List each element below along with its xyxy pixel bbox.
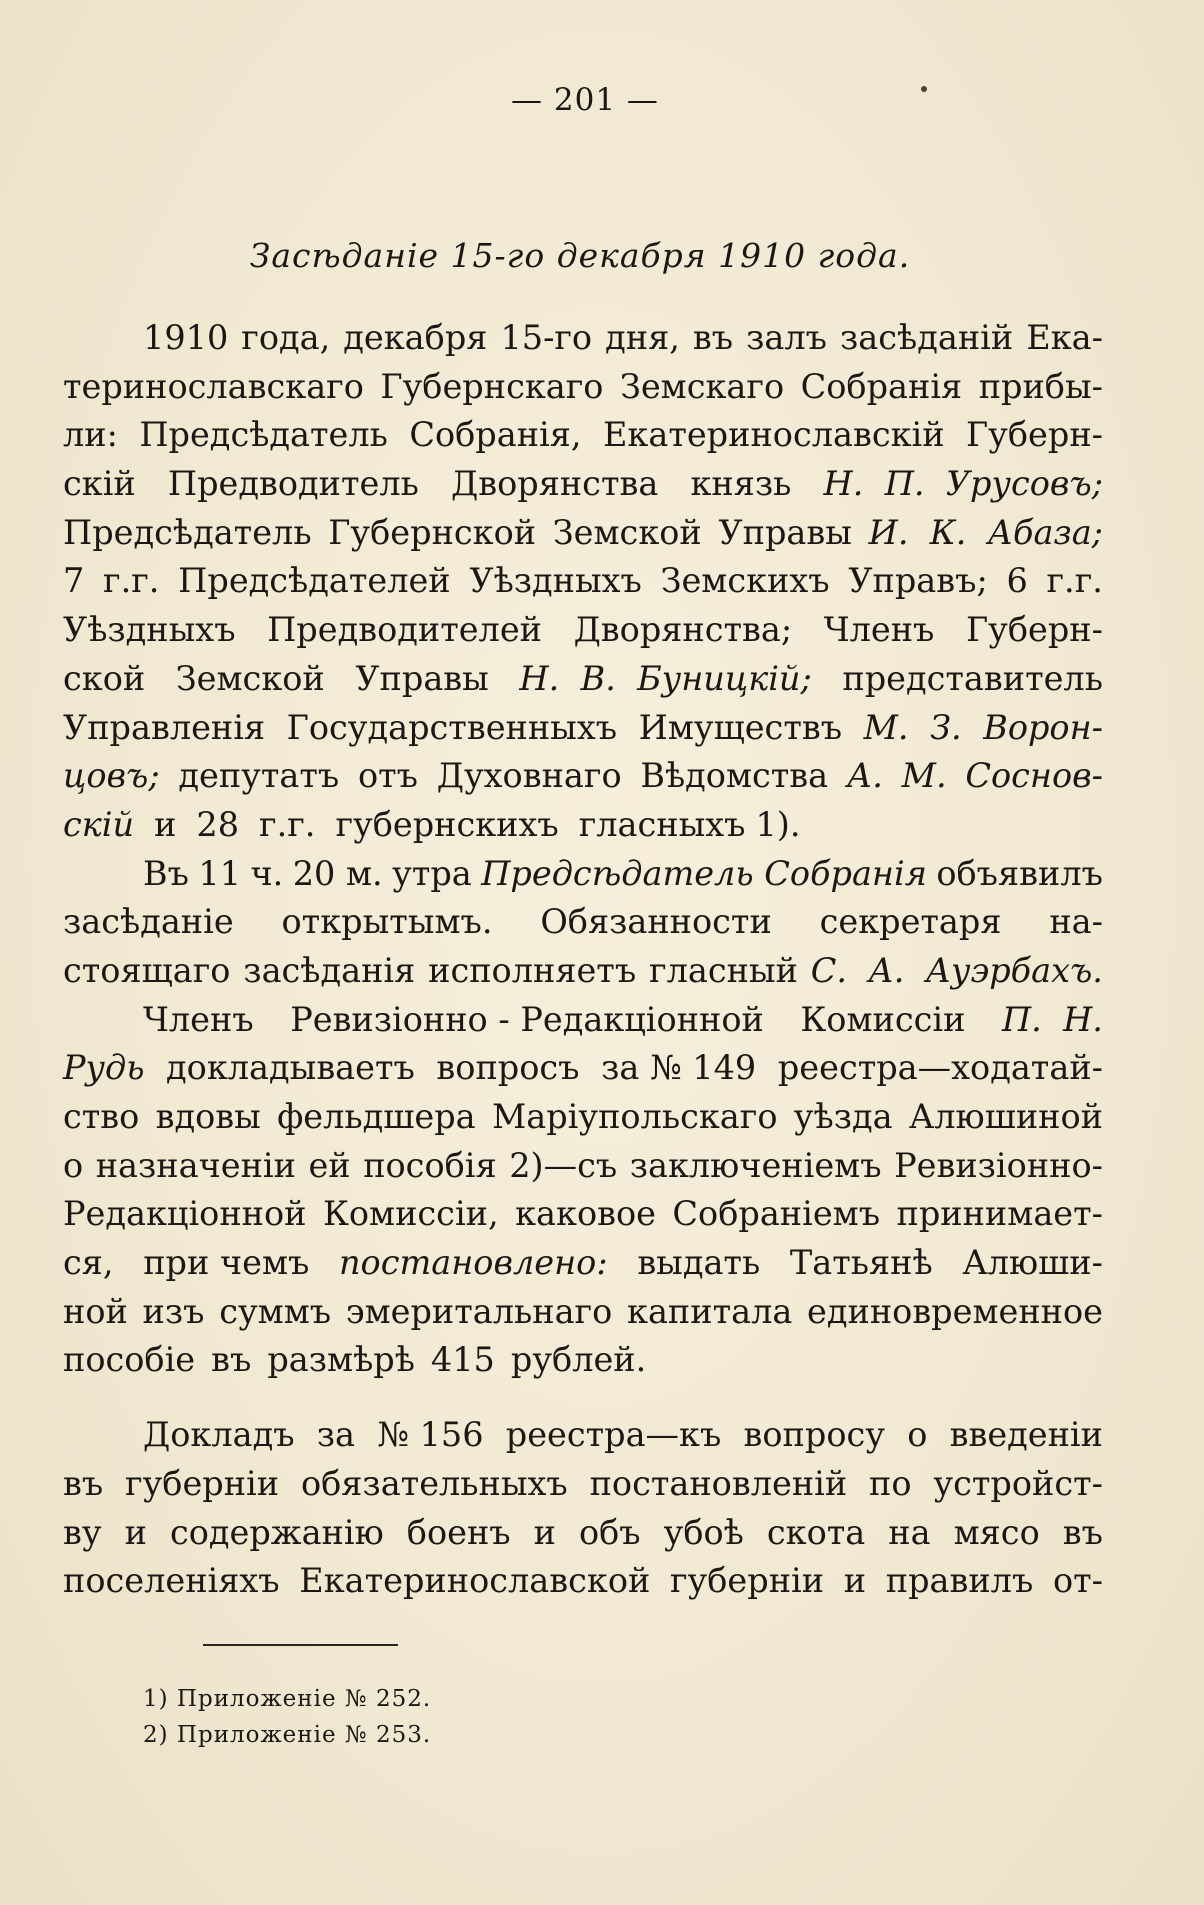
ink-dot (921, 86, 927, 92)
person-name: С. А. Ауэрбахъ. (810, 950, 1103, 990)
person-name: Н. В. Буницкій; (519, 658, 812, 698)
footnotes (143, 1681, 431, 1753)
text-line: стоящаго засѣданія исполняетъ гласный С. А. Ауэрбахъ. (63, 947, 1103, 996)
text-line: Членъ Ревизіонно - Редакціонной Комиссіи П. Н. (143, 999, 1103, 1039)
text-line: 1910 года, декабря 15-го дня, въ залъ засѣданій Ека- (143, 318, 1103, 357)
text-line: цовъ; депутатъ отъ Духовнаго Вѣдомства А. М. Соснов- (63, 756, 1103, 796)
text-line: ся, при чемъ постановлено: выдать Татьянѣ Алюши- (63, 1243, 1103, 1283)
text-line: пособіе въ размѣрѣ 415 рублей. (63, 1340, 647, 1380)
text-line: 7 г.г. Предсѣдателей Уѣздныхъ Земскихъ Управъ; 6 г.г. (63, 561, 1103, 601)
text-line: скій и 28 г.г. губернскихъ гласныхъ 1). (63, 804, 801, 844)
text-line: Предсѣдатель Губернской Земской Управы И. К. Абаза; (63, 509, 1103, 558)
text-line: Управленія Государственныхъ Имуществъ М. З. Ворон- (63, 707, 1103, 747)
text-line: Рудь докладываетъ вопросъ за № 149 реестра—ходатай- (63, 1048, 1103, 1088)
session-heading: Засѣданіе 15-го декабря 1910 года. (249, 236, 911, 275)
text-line: засѣданіе открытымъ. Обязанности секретаря на- (63, 902, 1103, 942)
text-line: о назначеніи ей пособія 2)—съ заключеніемъ Ревизіонно- (63, 1145, 1103, 1185)
text-line: въ губерніи обязательныхъ постановленій по устройст- (63, 1463, 1103, 1503)
text-line: Уѣздныхъ Предводителей Дворянства; Членъ Губерн- (63, 610, 1103, 650)
text-line: ву и содержанію боенъ и объ убоѣ скота на мясо въ (63, 1512, 1103, 1552)
text-line: ство вдовы фельдшера Маріупольскаго уѣзда Алюшиной (63, 1097, 1103, 1136)
body-text (63, 314, 1103, 1606)
footnote-2: 2) Приложеніе № 253. (143, 1722, 432, 1748)
text-line: ской Земской Управы Н. В. Буницкій; представитель (63, 655, 1103, 704)
page-number: — 201 — (511, 82, 659, 118)
text-line: скій Предводитель Дворянства князь Н. П. Урусовъ; (63, 460, 1103, 509)
text-line: ли: Предсѣдатель Собранія, Екатеринославскій Губерн- (63, 415, 1103, 455)
text-line: Въ 11 ч. 20 м. утра Предсѣдатель Собранія объявилъ (143, 853, 1103, 893)
person-name: И. К. Абаза; (868, 512, 1103, 552)
text-line: Докладъ за № 156 реестра—къ вопросу о введеніи (143, 1415, 1103, 1455)
text-line: поселеніяхъ Екатеринославской губерніи и правилъ от- (63, 1561, 1103, 1601)
text-line: теринославскаго Губернскаго Земскаго Собранія прибы- (63, 366, 1103, 406)
text-line: Редакціонной Комиссіи, каковое Собраніемъ принимает- (63, 1194, 1103, 1234)
text-line: ной изъ суммъ эмеритальнаго капитала единовременное (63, 1291, 1103, 1331)
footnote-divider (203, 1644, 398, 1646)
person-name: Н. П. Урусовъ; (823, 464, 1103, 504)
footnote-1: 1) Приложеніе № 252. (143, 1686, 432, 1712)
